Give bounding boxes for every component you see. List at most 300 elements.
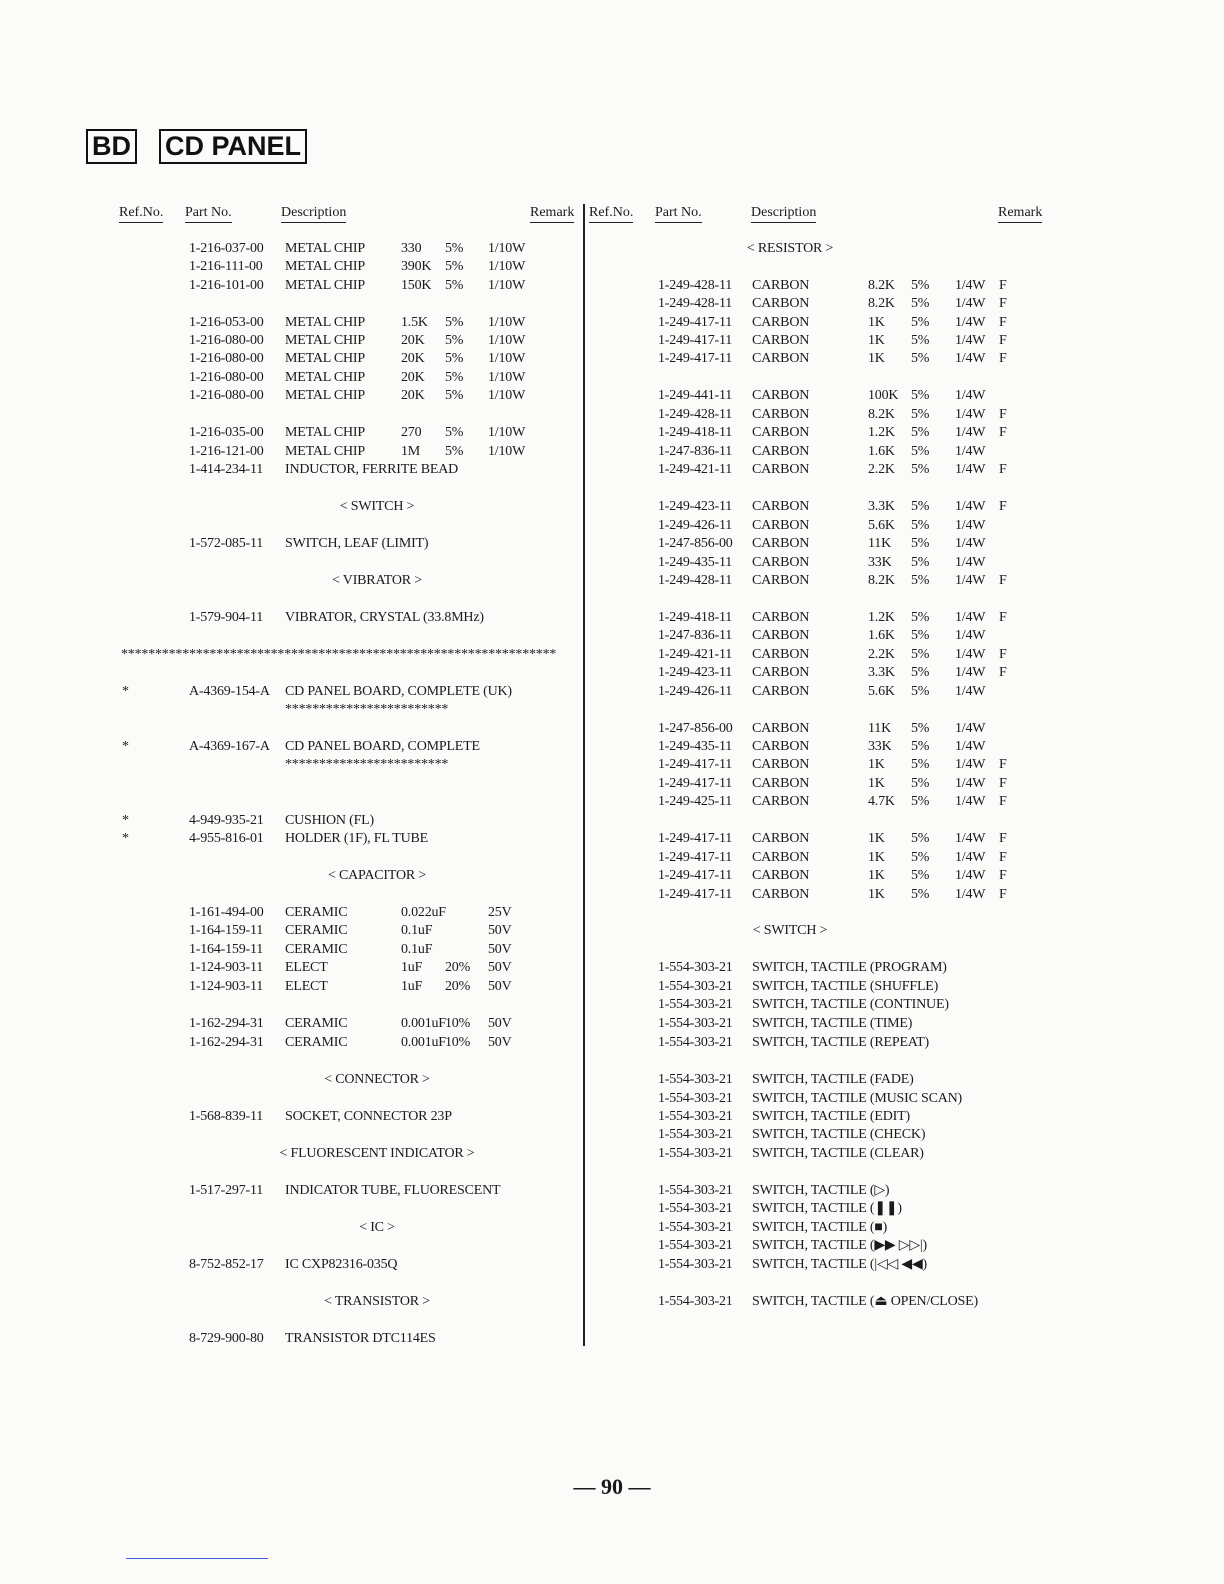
tolerance: 5% [911,296,930,311]
remark: F [999,794,1007,809]
mark-star: * [122,739,129,754]
tolerance: 5% [911,794,930,809]
rating: 1/4W [955,407,986,422]
value: 390K [401,259,432,274]
value: 1M [401,444,421,459]
description: CARBON [752,868,810,883]
remark: F [999,868,1007,883]
description: SWITCH, TACTILE (■) [752,1220,888,1235]
description: CARBON [752,296,810,311]
description: METAL CHIP [285,351,365,366]
part-no: 1-249-417-11 [658,315,733,330]
part-no: 1-249-417-11 [658,333,733,348]
tolerance: 5% [911,573,930,588]
value: 1.6K [868,628,895,643]
value: 20K [401,388,425,403]
value: 100K [868,388,899,403]
tolerance: 5% [911,610,930,625]
rating: 1/4W [955,721,986,736]
description: SWITCH, LEAF (LIMIT) [285,536,429,551]
part-no: 1-249-417-11 [658,757,733,772]
part-no: 1-554-303-21 [658,997,733,1012]
part-no: 1-249-435-11 [658,555,733,570]
rating: 1/10W [488,425,526,440]
description: SWITCH, TACTILE (EDIT) [752,1109,910,1124]
value: 0.001uF [401,1035,446,1050]
rating: 1/10W [488,259,526,274]
part-no: 1-517-297-11 [189,1183,264,1198]
rating: 1/4W [955,518,986,533]
right-header-ref: Ref.No. [589,204,633,223]
tolerance: 20% [445,979,471,994]
mark-star: * [122,813,129,828]
value: 1.6K [868,444,895,459]
tolerance: 5% [911,628,930,643]
value: 3.3K [868,499,895,514]
rating: 1/10W [488,315,526,330]
part-no: 1-249-417-11 [658,887,733,902]
value: 8.2K [868,278,895,293]
tolerance: 5% [445,425,464,440]
part-no: 1-164-159-11 [189,923,264,938]
value: 33K [868,555,892,570]
description: CERAMIC [285,905,348,920]
description: VIBRATOR, CRYSTAL (33.8MHz) [285,610,484,625]
tolerance: 5% [445,315,464,330]
rating: 50V [488,923,512,938]
value: 8.2K [868,296,895,311]
description: CARBON [752,831,810,846]
value: 8.2K [868,407,895,422]
rating: 1/4W [955,573,986,588]
tolerance: 5% [911,278,930,293]
rating: 1/4W [955,425,986,440]
rating: 1/10W [488,333,526,348]
section-tag-bd: BD [86,129,137,164]
description: CARBON [752,333,810,348]
rating: 50V [488,1035,512,1050]
tolerance: 5% [911,518,930,533]
rating: 1/4W [955,278,986,293]
rating: 1/4W [955,868,986,883]
part-no: 1-216-080-00 [189,370,264,385]
remark: F [999,425,1007,440]
section-heading: < TRANSISTOR > [324,1294,430,1309]
part-no: 1-554-303-21 [658,1146,733,1161]
remark: F [999,333,1007,348]
description: CARBON [752,794,810,809]
description: CARBON [752,536,810,551]
part-no: 1-216-080-00 [189,388,264,403]
tolerance: 5% [911,739,930,754]
description: CD PANEL BOARD, COMPLETE (UK) [285,684,512,699]
part-no: 1-247-836-11 [658,628,733,643]
part-no: 1-554-303-21 [658,1183,733,1198]
rating: 1/4W [955,388,986,403]
part-no: 1-249-417-11 [658,831,733,846]
tolerance: 5% [911,462,930,477]
value: 11K [868,536,891,551]
rating: 50V [488,979,512,994]
tolerance: 5% [911,407,930,422]
description: SWITCH, TACTILE (TIME) [752,1016,913,1031]
part-no: 1-554-303-21 [658,1016,733,1031]
description: SWITCH, TACTILE (CONTINUE) [752,997,949,1012]
rating: 1/4W [955,610,986,625]
rating: 1/4W [955,684,986,699]
remark: F [999,573,1007,588]
part-no: 1-554-303-21 [658,979,733,994]
description: CERAMIC [285,1035,348,1050]
value: 1K [868,868,885,883]
value: 20K [401,351,425,366]
description: SOCKET, CONNECTOR 23P [285,1109,452,1124]
mark-star: * [122,684,129,699]
description: CARBON [752,425,810,440]
footer-line [126,1558,268,1559]
value: 1uF [401,960,423,975]
tolerance: 5% [911,315,930,330]
tolerance: 10% [445,1016,471,1031]
tolerance: 5% [911,831,930,846]
column-divider [583,204,585,1346]
rating: 1/4W [955,499,986,514]
value: 8.2K [868,573,895,588]
part-no: 4-949-935-21 [189,813,264,828]
description: METAL CHIP [285,425,365,440]
part-no: 1-554-303-21 [658,1294,733,1309]
right-header-remark: Remark [998,204,1042,223]
remark: F [999,315,1007,330]
part-no: 1-249-425-11 [658,794,733,809]
description: CARBON [752,573,810,588]
value: 5.6K [868,518,895,533]
board-underline-stars: ************************ [285,702,449,717]
description: SWITCH, TACTILE (SHUFFLE) [752,979,939,994]
tolerance: 5% [445,278,464,293]
value: 1K [868,887,885,902]
rating: 1/4W [955,628,986,643]
value: 1K [868,333,885,348]
remark: F [999,499,1007,514]
rating: 1/10W [488,388,526,403]
value: 1K [868,351,885,366]
part-no: 1-554-303-21 [658,1201,733,1216]
tolerance: 5% [445,370,464,385]
rating: 25V [488,905,512,920]
rating: 1/4W [955,444,986,459]
value: 1K [868,831,885,846]
remark: F [999,757,1007,772]
part-no: 1-249-441-11 [658,388,733,403]
tolerance: 5% [911,425,930,440]
tolerance: 5% [911,647,930,662]
description: CARBON [752,647,810,662]
left-header-desc: Description [281,204,346,223]
part-no: 1-249-428-11 [658,407,733,422]
part-no: 1-554-303-21 [658,960,733,975]
remark: F [999,610,1007,625]
description: SWITCH, TACTILE (❚❚) [752,1201,902,1216]
value: 1K [868,757,885,772]
part-no: 1-124-903-11 [189,960,264,975]
description: CARBON [752,351,810,366]
part-no: 8-729-900-80 [189,1331,264,1346]
value: 330 [401,241,422,256]
part-no: 1-216-080-00 [189,333,264,348]
part-no: 1-249-426-11 [658,518,733,533]
description: SWITCH, TACTILE (⏏ OPEN/CLOSE) [752,1294,978,1309]
value: 20K [401,333,425,348]
value: 1.2K [868,425,895,440]
part-no: 1-554-303-21 [658,1127,733,1142]
part-no: 1-164-159-11 [189,942,264,957]
part-no: 1-572-085-11 [189,536,264,551]
tolerance: 5% [911,536,930,551]
rating: 1/4W [955,831,986,846]
mark-star: * [122,831,129,846]
separator-stars: **************************************************************** [121,647,557,662]
part-no: 1-414-234-11 [189,462,264,477]
rating: 1/4W [955,647,986,662]
description: METAL CHIP [285,388,365,403]
part-no: 1-249-435-11 [658,739,733,754]
description: CARBON [752,776,810,791]
tolerance: 5% [911,444,930,459]
tolerance: 5% [911,555,930,570]
part-no: 1-249-426-11 [658,684,733,699]
section-heading: < RESISTOR > [746,241,834,256]
part-no: 1-249-428-11 [658,296,733,311]
remark: F [999,887,1007,902]
rating: 1/4W [955,757,986,772]
tolerance: 5% [911,776,930,791]
rating: 50V [488,942,512,957]
part-no: 1-162-294-31 [189,1016,264,1031]
description: INDUCTOR, FERRITE BEAD [285,462,459,477]
remark: F [999,296,1007,311]
part-no: 1-249-421-11 [658,647,733,662]
rating: 1/10W [488,444,526,459]
right-header-desc: Description [751,204,816,223]
tolerance: 5% [911,333,930,348]
board-underline-stars: ************************ [285,757,449,772]
description: SWITCH, TACTILE (|◁◁ ◀◀) [752,1257,927,1272]
rating: 1/4W [955,296,986,311]
description: CERAMIC [285,923,348,938]
part-no: 1-249-423-11 [658,665,733,680]
tolerance: 5% [911,757,930,772]
remark: F [999,665,1007,680]
description: SWITCH, TACTILE (CHECK) [752,1127,926,1142]
description: CARBON [752,444,810,459]
description: CARBON [752,610,810,625]
part-no: 1-216-080-00 [189,351,264,366]
section-heading: < FLUORESCENT INDICATOR > [279,1146,475,1161]
value: 270 [401,425,422,440]
rating: 1/10W [488,351,526,366]
description: CARBON [752,462,810,477]
section-heading: < SWITCH > [339,499,415,514]
tolerance: 5% [911,887,930,902]
value: 2.2K [868,462,895,477]
description: CARBON [752,684,810,699]
tolerance: 5% [445,241,464,256]
description: CARBON [752,315,810,330]
value: 0.1uF [401,923,433,938]
remark: F [999,776,1007,791]
part-no: 1-249-421-11 [658,462,733,477]
tolerance: 5% [445,333,464,348]
description: METAL CHIP [285,315,365,330]
value: 5.6K [868,684,895,699]
description: CARBON [752,388,810,403]
part-no: 1-216-053-00 [189,315,264,330]
rating: 1/4W [955,462,986,477]
tolerance: 5% [445,444,464,459]
description: CARBON [752,739,810,754]
part-no: 1-249-417-11 [658,776,733,791]
part-no: 1-554-303-21 [658,1109,733,1124]
tolerance: 5% [911,684,930,699]
description: CARBON [752,665,810,680]
rating: 1/4W [955,351,986,366]
part-no: 1-568-839-11 [189,1109,264,1124]
part-no: 1-249-428-11 [658,573,733,588]
rating: 1/4W [955,536,986,551]
remark: F [999,462,1007,477]
rating: 1/4W [955,555,986,570]
rating: 1/10W [488,370,526,385]
description: METAL CHIP [285,259,365,274]
part-no: 1-249-418-11 [658,610,733,625]
remark: F [999,647,1007,662]
value: 1K [868,315,885,330]
rating: 1/4W [955,333,986,348]
tolerance: 20% [445,960,471,975]
remark: F [999,850,1007,865]
description: SWITCH, TACTILE (PROGRAM) [752,960,947,975]
right-header-part: Part No. [655,204,702,223]
part-no: 1-216-037-00 [189,241,264,256]
rating: 1/4W [955,887,986,902]
part-no: 1-162-294-31 [189,1035,264,1050]
part-no: 4-955-816-01 [189,831,264,846]
description: CARBON [752,555,810,570]
value: 1.5K [401,315,428,330]
description: TRANSISTOR DTC114ES [285,1331,436,1346]
description: CARBON [752,407,810,422]
part-no: 8-752-852-17 [189,1257,264,1272]
rating: 1/4W [955,739,986,754]
description: CARBON [752,628,810,643]
part-no: 1-579-904-11 [189,610,264,625]
description: CERAMIC [285,942,348,957]
part-no: 1-554-303-21 [658,1257,733,1272]
section-tag-cd-panel: CD PANEL [159,129,307,164]
tolerance: 10% [445,1035,471,1050]
section-heading: < IC > [359,1220,395,1235]
description: METAL CHIP [285,278,365,293]
description: CARBON [752,850,810,865]
description: CERAMIC [285,1016,348,1031]
tolerance: 5% [911,721,930,736]
description: HOLDER (1F), FL TUBE [285,831,429,846]
part-no: 1-554-303-21 [658,1035,733,1050]
rating: 1/4W [955,850,986,865]
description: ELECT [285,960,328,975]
description: METAL CHIP [285,241,365,256]
part-no: 1-249-418-11 [658,425,733,440]
tolerance: 5% [911,388,930,403]
rating: 1/10W [488,278,526,293]
left-header-ref: Ref.No. [119,204,163,223]
value: 3.3K [868,665,895,680]
remark: F [999,831,1007,846]
left-header-part: Part No. [185,204,232,223]
part-no: 1-161-494-00 [189,905,264,920]
section-heading: < SWITCH > [752,923,828,938]
rating: 50V [488,1016,512,1031]
value: 1K [868,850,885,865]
tolerance: 5% [911,499,930,514]
description: CARBON [752,499,810,514]
description: ELECT [285,979,328,994]
part-no: 1-216-111-00 [189,259,263,274]
description: METAL CHIP [285,444,365,459]
description: IC CXP82316-035Q [285,1257,398,1272]
description: CARBON [752,278,810,293]
description: CARBON [752,518,810,533]
section-heading: < VIBRATOR > [332,573,422,588]
part-no: 1-249-417-11 [658,351,733,366]
part-no: A-4369-154-A [189,684,270,699]
value: 0.1uF [401,942,433,957]
rating: 1/10W [488,241,526,256]
part-no: 1-124-903-11 [189,979,264,994]
tolerance: 5% [445,351,464,366]
description: SWITCH, TACTILE (REPEAT) [752,1035,929,1050]
value: 1uF [401,979,423,994]
tolerance: 5% [911,868,930,883]
remark: F [999,351,1007,366]
description: METAL CHIP [285,370,365,385]
description: SWITCH, TACTILE (▶▶ ▷▷|) [752,1238,927,1253]
description: SWITCH, TACTILE (FADE) [752,1072,914,1087]
part-no: 1-249-417-11 [658,868,733,883]
rating: 1/4W [955,315,986,330]
part-no: 1-249-428-11 [658,278,733,293]
part-no: 1-554-303-21 [658,1220,733,1235]
part-no: 1-216-121-00 [189,444,264,459]
description: INDICATOR TUBE, FLUORESCENT [285,1183,501,1198]
value: 11K [868,721,891,736]
part-no: A-4369-167-A [189,739,270,754]
value: 1K [868,776,885,791]
tolerance: 5% [445,388,464,403]
description: SWITCH, TACTILE (▷) [752,1183,890,1198]
value: 20K [401,370,425,385]
page-number: — 90 — [573,1474,651,1499]
description: SWITCH, TACTILE (MUSIC SCAN) [752,1091,963,1106]
left-header-remark: Remark [530,204,574,223]
part-no: 1-247-836-11 [658,444,733,459]
rating: 50V [488,960,512,975]
description: METAL CHIP [285,333,365,348]
rating: 1/4W [955,665,986,680]
section-heading: < CONNECTOR > [324,1072,430,1087]
part-no: 1-249-417-11 [658,850,733,865]
